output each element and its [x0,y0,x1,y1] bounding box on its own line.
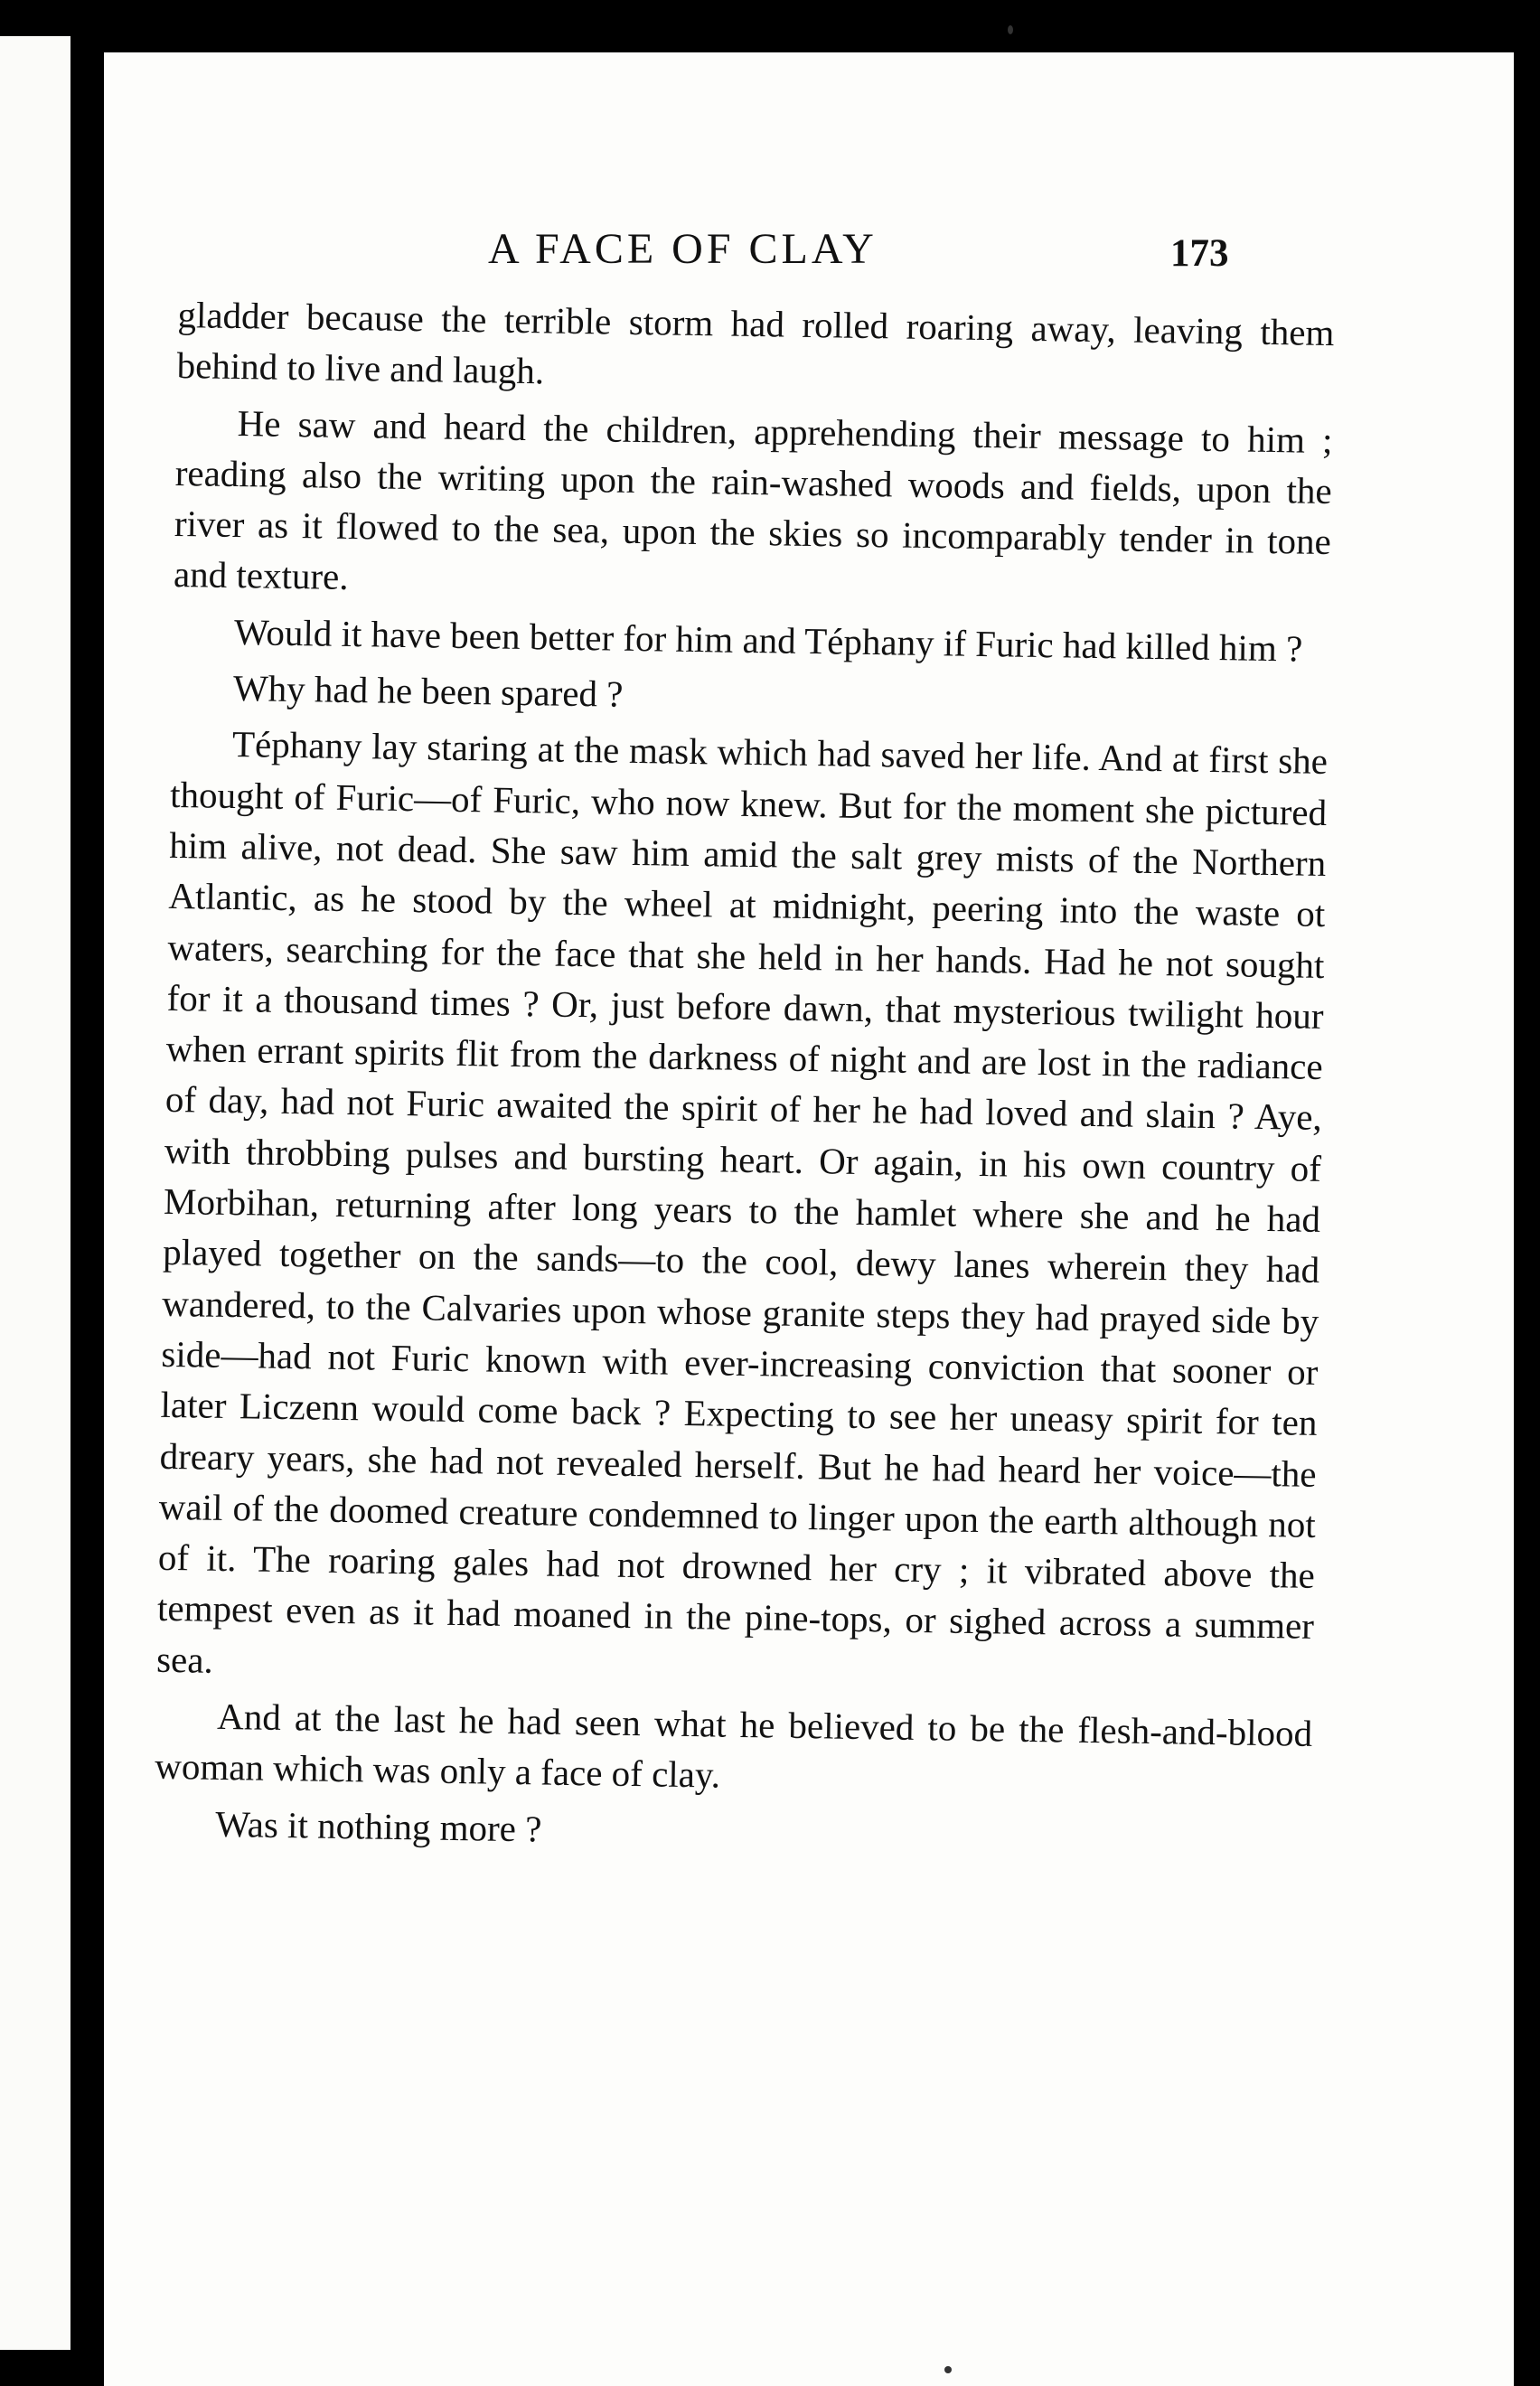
page-number: 173 [1170,232,1229,275]
paragraph: Would it have been better for him and Téphany if Furic had killed him ? [233,610,1303,670]
page-header [104,224,1514,278]
paragraph: He saw and heard the children, apprehending their message to him ; reading also the writing upon the rain-washed woods and fields, upon the river as it flowed to the sea, upon the skies so incomparably tender in tone and texture. [173,401,1333,598]
body-text [154,289,1335,1872]
paragraph: Was it nothing more ? [214,1802,542,1850]
book-page [104,52,1514,2386]
scan-speck [1008,25,1013,34]
scan-speck [944,2366,952,2373]
paragraph-continuation: gladder because the terrible storm had rolled roaring away, leaving them behind to live and laugh. [176,293,1335,392]
paragraph: And at the last he had seen what he believed to be the flesh-and-blood woman which was only a face of clay. [154,1695,1313,1796]
paragraph: Téphany lay staring at the mask which had saved her life. And at first she thought of Furic—of Furic, who now knew. But for the moment she pictured him alive, not dead. She saw him amid the salt grey mists of the Northern Atlantic, as he stood by the wheel at midnight, peering into the waste ot waters, searching for the face that she held in her hands. Had he not sought for it a thousand times ? Or, just before dawn, that mysterious twilight hour when errant spirits flit from the darkness of night and are lost in the radiance of day, had not Furic awaited the spirit of her he had loved and slain ? Aye, with throbbing pulses and bursting heart. Or again, in his own country of Morbihan, returning after long years to the hamlet where she and he had played together on the sands—to the cool, dewy lanes wherein they had wandered, to the Calvaries upon whose granite steps they had prayed side by side—had not Furic known with ever-increasing conviction that sooner or later Liczenn would come back ? Expecting to see her uneasy spirit for ten dreary years, she had not revealed herself. But he had heard her voice—the wail of the doomed creature condemned to linger upon the earth although not of it. The roaring gales had not drowned her cry ; it vibrated above the tempest even as it had moaned in the pine-tops, or sighed across a summer sea. [155,723,1329,1681]
running-title: A FACE OF CLAY [488,225,878,273]
facing-page-edge [0,36,70,2350]
paragraph: Why had he been spared ? [232,667,624,715]
